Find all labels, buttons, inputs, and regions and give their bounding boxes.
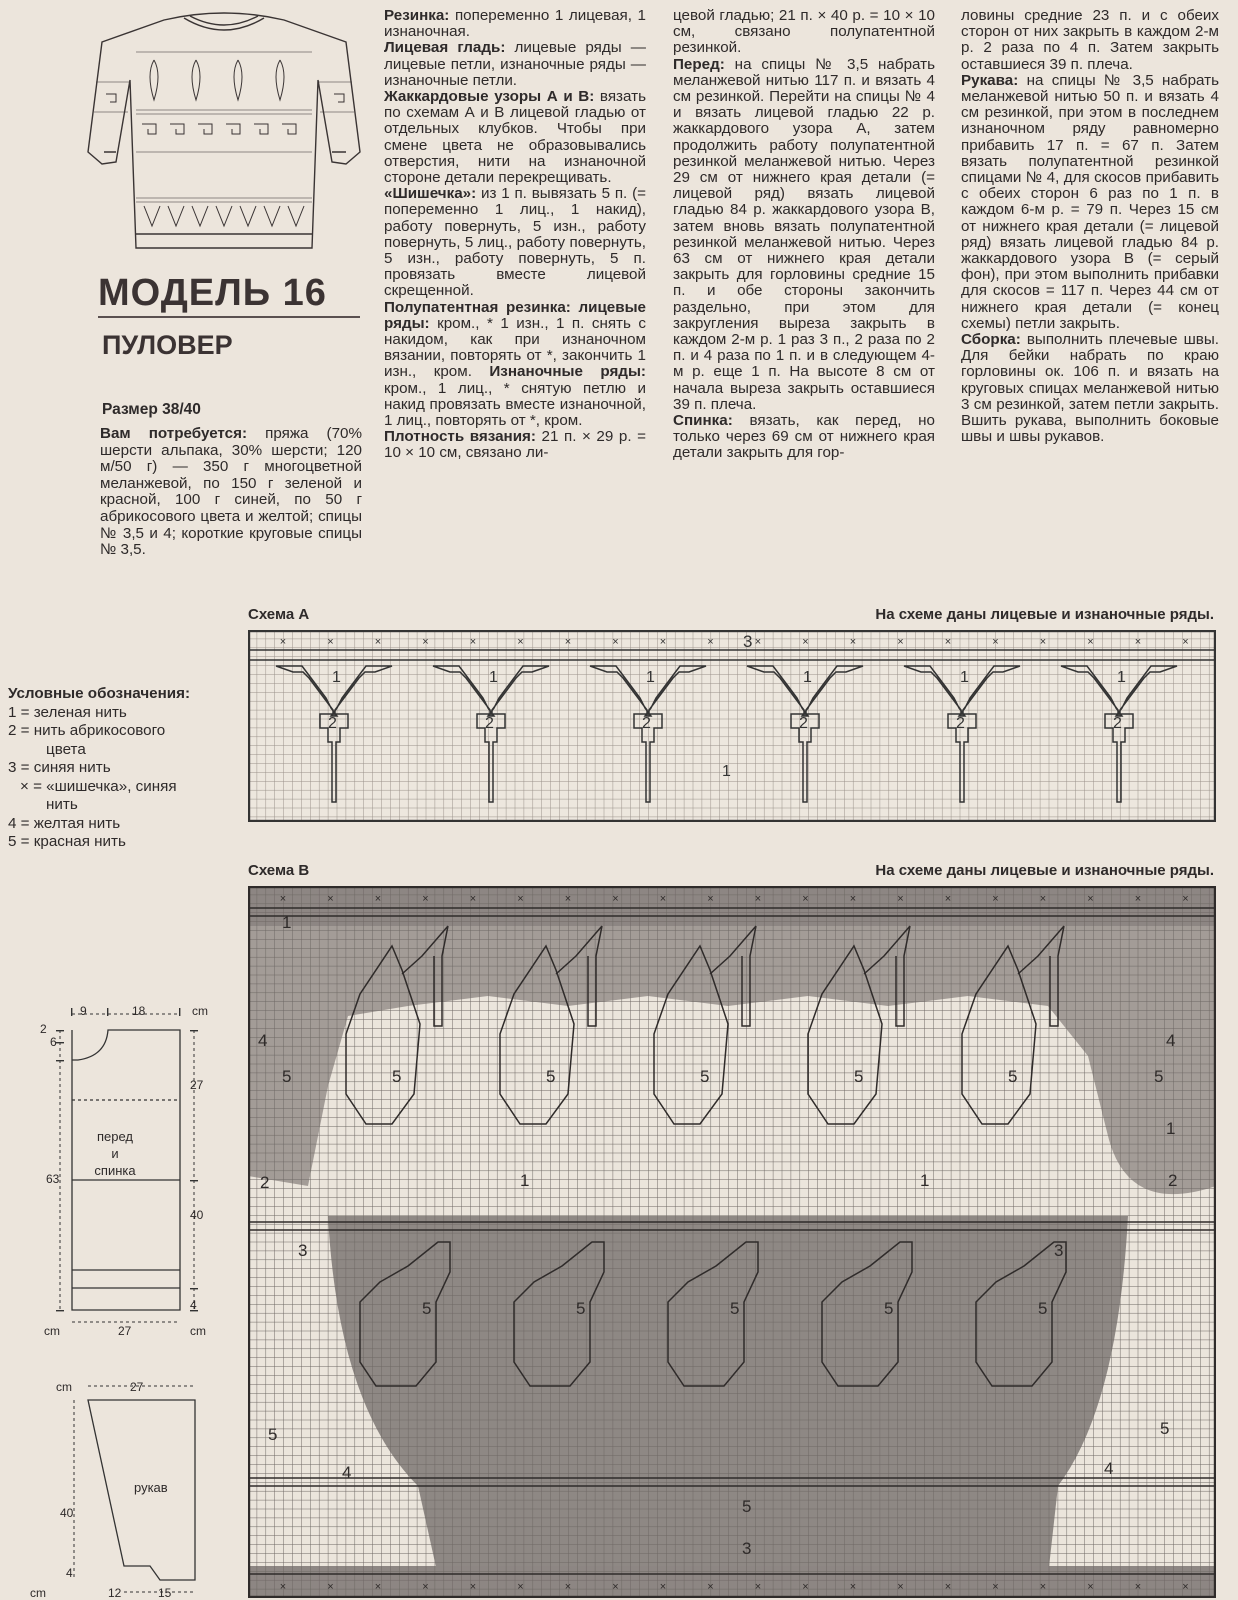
color-number: 2 [485,715,494,732]
color-number: 3 [742,1539,752,1558]
bobble-mark: × [897,893,904,905]
bobble-mark: × [612,893,619,905]
bobble-mark: × [1134,893,1142,905]
bobble-mark: × [279,636,287,648]
dim-label: cm [44,1324,60,1338]
bobble-mark: × [659,893,667,905]
bobble-mark: × [707,1581,714,1593]
background-band [248,1566,1216,1598]
paragraph-heading: Изнаночные ряды: [489,363,646,381]
paragraph [384,186,646,299]
dim-label: cm [56,1380,72,1394]
color-number: 5 [742,1497,752,1516]
paragraph [673,57,935,413]
bobble-mark: × [327,1581,334,1593]
dim-label: 40 [60,1506,74,1520]
dim-label: cm [192,1004,208,1018]
legend-item: 4 = желтая нить [8,814,121,832]
bobble-mark: × [374,636,382,648]
bobble-mark: × [422,636,429,648]
color-number: 2 [956,715,965,732]
bobble-mark: × [1039,636,1047,648]
bobble-mark: × [1087,1581,1094,1593]
dim-label: 27 [130,1380,144,1394]
paragraph [673,8,935,57]
paragraph-text: 21 п. × 29 р. = 10 × 10 см, связано ли- [384,428,646,462]
bobble-mark: × [944,1581,952,1593]
bobble-mark: × [707,636,714,648]
dim-label: 18 [132,1004,146,1018]
color-number: 1 [920,1171,930,1190]
color-number: 1 [489,669,498,686]
bobble-mark: × [659,636,667,648]
bobble-mark: × [992,893,999,905]
dim-label: 6 [50,1035,57,1049]
paragraph-text: из 1 п. вывязать 5 п. (= попеременно 1 лиц., 1 накид), работу повернуть, 5 изн., работу повернуть, 5 лиц., работу повернуть, 5 изн., работу повернуть, 5 п. провязать вместе лицевой скрещенной. [384,185,646,300]
color-number: 5 [1038,1299,1048,1318]
color-number: 2 [328,715,337,732]
dim-label: 63 [46,1172,60,1186]
bobble-mark: × [469,1581,477,1593]
paragraph [384,40,646,89]
bobble-mark: × [802,893,809,905]
color-number: 5 [576,1299,586,1318]
legend-item: 2 = нить абрикосового [8,722,166,739]
text-column-2 [673,8,935,462]
color-number: 4 [1166,1031,1176,1050]
paragraph-heading: Полупатентная резинка: лицевые ряды: [384,298,646,332]
bobble-mark: × [1039,893,1047,905]
paragraph-text: вязать, как перед, но только через 69 см от нижнего края детали закрыть для гор- [673,412,935,462]
dim-label: 27 [118,1324,132,1338]
color-number: 3 [1054,1241,1064,1260]
color-number: 5 [282,1067,292,1086]
paragraph-text: цевой гладью; 21 п. × 40 р. = 10 × 10 см, связано полупатентной резинкой. [673,7,935,57]
bobble-mark: × [469,893,477,905]
bobble-mark: × [802,1581,809,1593]
materials-text: пряжа (70% шерсти альпака, 30% шерсти; 120 м/50 г) — 350 г многоцветной меланжевой, по 150 г зеленой и красной, 100 г синей, по 50 г абрикосового цвета и желтой; спицы № 3,5 и 4; короткие круговые спицы № 3,5. [100,425,362,559]
bobble-mark: × [327,636,334,648]
color-number: 2 [1168,1171,1178,1190]
bobble-mark: × [517,893,524,905]
bobble-mark: × [564,636,572,648]
paragraph-text: выполнить плечевые швы. Для бейки набрать по краю горловины ок. 106 п. и вязать на круговых спицах меланжевой нитью 3 см резинкой, затем петли закрыть. Вшить рукава, выполнить боковые швы и швы рукавов. [961,331,1219,446]
paragraph [961,332,1219,445]
color-number: 1 [332,669,341,686]
dim-label: 40 [190,1208,204,1222]
color-number: 4 [342,1463,352,1482]
legend-item: × = «шишечка», синяя [20,777,177,795]
bobble-mark: × [897,1581,904,1593]
paragraph-text: ловины средние 23 п. и с обеих сторон от них закрыть в каждом 2-м р. 2 раза по 4 п. Затем закрыть оставшиеся 39 п. плеча. [961,7,1219,73]
color-number: 1 [722,763,731,780]
bobble-mark: × [897,636,904,648]
paragraph-heading: Рукава: [961,71,1019,89]
color-number: 4 [1104,1459,1114,1478]
text-column-3 [961,8,1219,445]
color-number: 5 [854,1067,864,1086]
materials-label: Вам потребуется: [100,425,248,442]
body-pattern-label: перед и спинка [94,1129,136,1178]
color-number: 1 [1117,669,1126,686]
paragraph-text: кром., 1 лиц., * снятую петлю и накид провязать вместе изнаночной, 1 лиц., повторять от *, кром. [384,379,646,430]
bobble-mark: × [327,893,334,905]
paragraph [961,8,1219,73]
title-divider [98,316,360,318]
paragraph-heading: Спинка: [673,412,733,430]
model-title: МОДЕЛЬ 16 [98,272,327,314]
legend-item: 1 = зеленая нить [8,703,127,721]
paragraph-heading: Сборка: [961,331,1021,349]
color-number: 1 [520,1171,530,1190]
bobble-mark: × [422,1581,429,1593]
paragraph [384,429,646,461]
color-number: 5 [1008,1067,1018,1086]
background-band [328,1216,1128,1576]
legend-item: нить [46,796,78,813]
bobble-mark: × [374,1581,382,1593]
color-number: 1 [1166,1119,1176,1138]
color-number: 2 [1113,715,1122,732]
bobble-mark: × [1087,893,1094,905]
bobble-mark: × [612,636,619,648]
chart-background [248,630,1216,822]
bobble-mark: × [1134,636,1142,648]
bobble-mark: × [612,1581,619,1593]
color-number: 3 [743,632,753,651]
text-column-1 [384,8,646,462]
bobble-mark: × [564,1581,572,1593]
bobble-mark: × [1182,893,1189,905]
paragraph-text: на спицы № 3,5 набрать меланжевой нитью 117 п. и вязать 4 см резинкой. Перейти на спицы № 4 и вязать лицевой гладью 22 р. жаккардового узора А, затем продолжить работу полупатентной резинкой меланжевой нитью. Через 29 см от нижнего края детали (= лицевой ряд) вязать лицевой гладью 84 р. жаккардового узора В, затем вновь вязать полупатентной резинкой меланжевой нитью. Через 63 см от нижнего края детали закрыть для горловины средние 15 п. и обе стороны закончить раздельно, при этом для закругления выреза закрыть в каждом 2-м р. 1 раз 3 п., 2 раза по 2 п. и 4 раза по 1 п. и в следующем 4-м р. еще 1 п. На высоте 8 см от начала выреза закрыть оставшиеся 39 п. плеча. [673,55,935,413]
dim-label: 27 [190,1078,204,1092]
paragraph [384,89,646,186]
bobble-mark: × [422,893,429,905]
color-number: 5 [268,1425,278,1444]
dim-label: 15 [158,1586,172,1600]
size-label: Размер 38/40 [102,401,201,418]
paragraph [384,300,646,430]
bobble-mark: × [992,636,999,648]
legend [8,685,190,852]
scheme-a-title: Схема А [248,606,310,623]
bobble-mark: × [754,636,762,648]
bobble-mark: × [517,636,524,648]
legend-title: Условные обозначения: [8,685,191,702]
bobble-mark: × [1182,1581,1189,1593]
color-number: 1 [646,669,655,686]
color-number: 5 [546,1067,556,1086]
paragraph-heading: «Шишечка»: [384,185,477,203]
paragraph-heading: Лицевая гладь: [384,39,506,57]
bobble-mark: × [754,1581,762,1593]
dim-label: 2 [40,1022,47,1036]
paragraph-text: попеременно 1 лицевая, 1 изнаночная. [384,7,646,41]
paragraph-text: лицевые ряды — лицевые петли, изнаночные ряды — изнаночные петли. [384,39,646,89]
bobble-mark: × [374,893,382,905]
bobble-mark: × [944,636,952,648]
color-number: 2 [799,715,808,732]
color-number: 5 [1154,1067,1164,1086]
background-band [248,886,1216,926]
scheme-a-note: На схеме даны лицевые и изнаночные ряды. [875,606,1214,623]
color-number: 3 [298,1241,308,1260]
color-number: 4 [258,1031,268,1050]
color-number: 1 [960,669,969,686]
bobble-mark: × [849,893,857,905]
color-number: 5 [392,1067,402,1086]
dim-label: cm [190,1324,206,1338]
scheme-b-note: На схеме даны лицевые и изнаночные ряды. [875,862,1214,879]
paragraph-text: кром., * 1 изн., 1 п. снять с накидом, как при изнаночном вязании, повторять от *, закончить 1 изн., кром. [384,314,646,381]
paragraph-heading: Перед: [673,55,725,73]
dim-label: 4 [190,1298,197,1312]
bobble-mark: × [992,1581,999,1593]
paragraph-heading: Жаккардовые узоры А и В: [384,88,595,106]
scheme-b-title: Схема В [248,862,310,879]
bobble-mark: × [1182,636,1189,648]
color-number: 5 [700,1067,710,1086]
bobble-mark: × [1039,1581,1047,1593]
bobble-mark: × [1134,1581,1142,1593]
bobble-mark: × [279,1581,287,1593]
scheme-a-chart [248,630,1216,822]
materials-paragraph [100,426,362,559]
bobble-mark: × [564,893,572,905]
bobble-mark: × [279,893,287,905]
color-number: 2 [260,1173,270,1192]
dim-label: 4 [66,1566,73,1580]
paragraph-text: вязать по схемам А и В лицевой гладью от отдельных клубков. Чтобы при смене цвета не образовывались отверстия, нити на изнаночной стороне детали перекрещивать. [384,88,646,187]
grid-lines [248,886,1216,1598]
dim-label: cm [30,1586,46,1600]
bobble-mark: × [707,893,714,905]
color-number: 2 [642,715,651,732]
color-number: 5 [1160,1419,1170,1438]
bobble-mark: × [849,636,857,648]
color-number: 1 [803,669,812,686]
bobble-mark: × [469,636,477,648]
color-number: 5 [884,1299,894,1318]
bobble-mark: × [802,636,809,648]
paragraph-text: на спицы № 3,5 набрать меланжевой нитью 50 п. и вязать 4 см резинкой, при этом в последнем изнаночном ряду равномерно прибавить 17 п. = 67 п. Затем вязать полупатентной резинкой спицами № 4, для скосов прибавить с обеих сторон 6 раз по 1 п. в каждом 6-м р. = 79 п. Через 15 см от нижнего края детали (= лицевой ряд) вязать лицевой гладью 84 р. жаккардового узора В (= серый фон), при этом выполнить прибавки для скосов = 117 п. Через 44 см от нижнего края детали (= конец схемы) петли закрыть. [961,71,1219,332]
dim-label: 9 [80,1004,87,1018]
color-number: 5 [422,1299,432,1318]
bobble-mark: × [944,893,952,905]
garment-title: ПУЛОВЕР [102,330,233,360]
color-number: 5 [730,1299,740,1318]
paragraph-heading: Резинка: [384,7,450,24]
paragraph-heading: Плотность вязания: [384,428,536,446]
legend-item: цвета [46,740,86,758]
bobble-mark: × [754,893,762,905]
sweater-illustration [84,2,369,264]
legend-item: 3 = синяя нить [8,759,111,776]
dim-label: 12 [108,1586,122,1600]
legend-item: 5 = красная нить [8,833,126,850]
paragraph [384,8,646,40]
sleeve-pattern-label: рукав [134,1480,168,1495]
bobble-mark: × [659,1581,667,1593]
paragraph [961,73,1219,332]
bobble-mark: × [1087,636,1094,648]
scheme-b-chart [248,886,1216,1598]
bobble-mark: × [517,1581,524,1593]
color-number: 1 [282,913,292,932]
paragraph [673,413,935,462]
bobble-mark: × [849,1581,857,1593]
